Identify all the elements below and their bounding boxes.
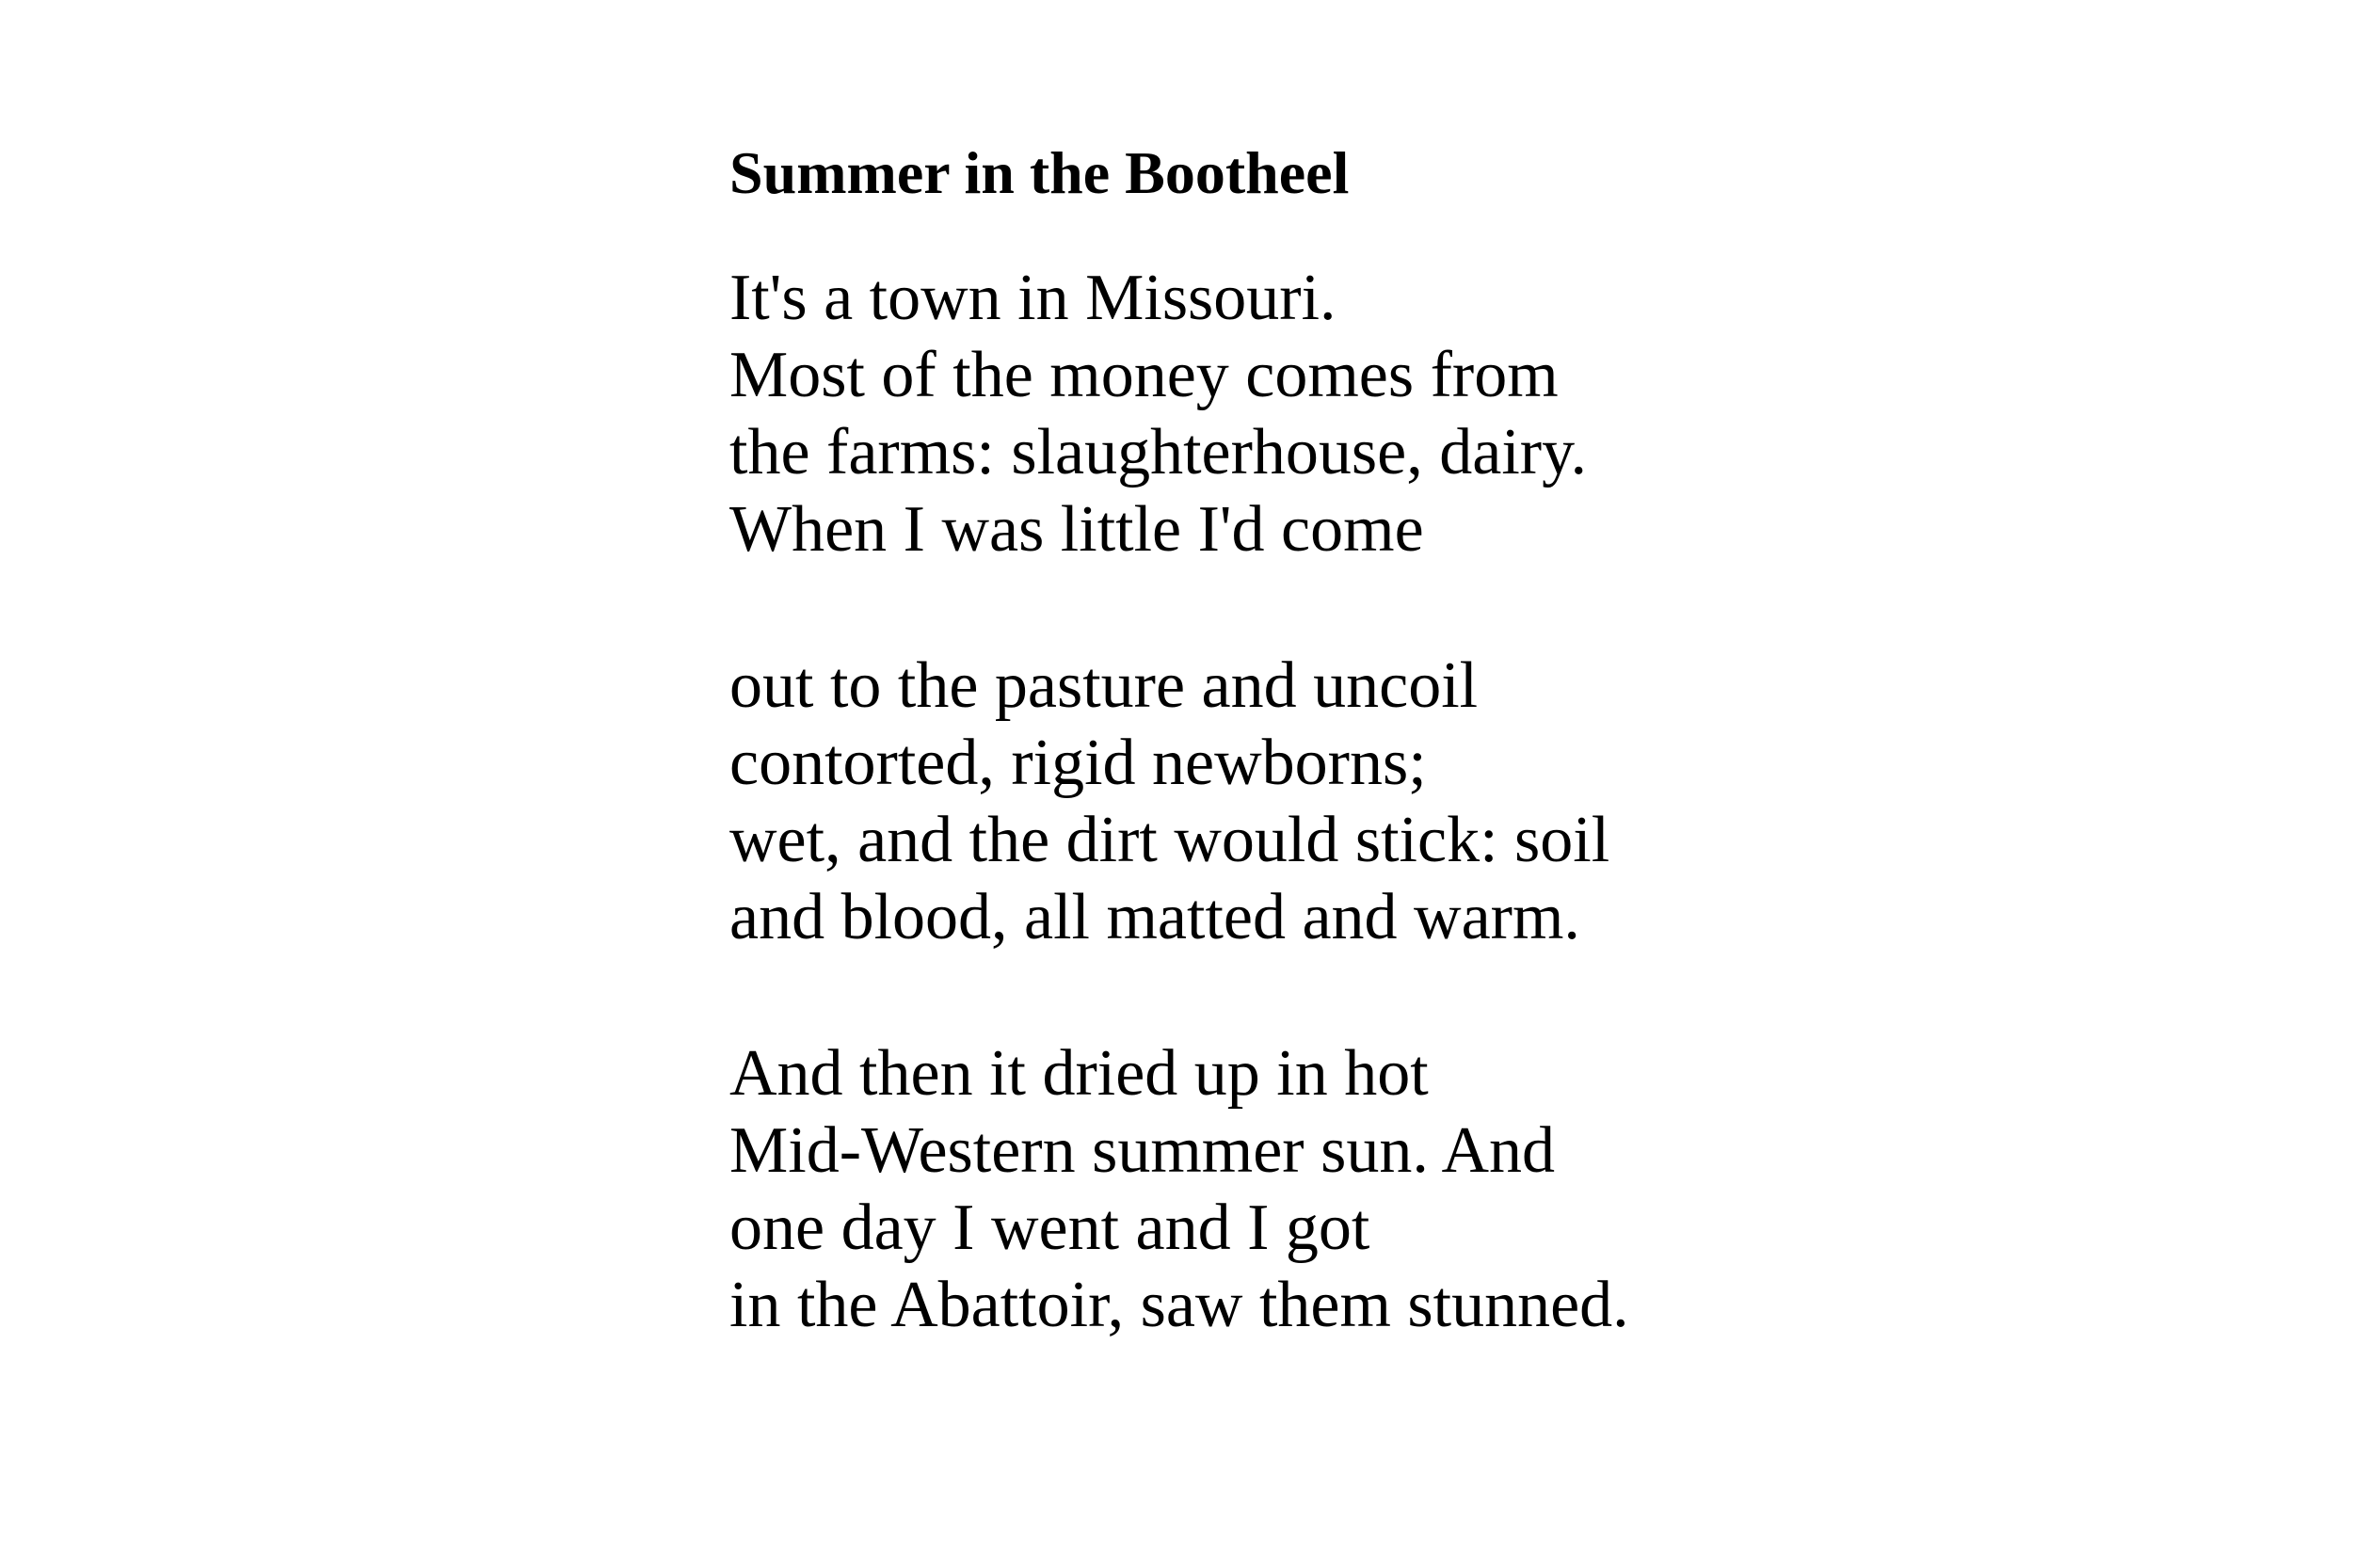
poem-line: When I was little I'd come [729, 493, 1424, 566]
poem-title: Summer in the Bootheel [729, 139, 1350, 206]
poem-line: and blood, all matted and warm. [729, 881, 1580, 953]
poem-line: Mid-Western summer sun. And [729, 1114, 1556, 1187]
poem-line: the farms: slaughterhouse, dairy. [729, 416, 1588, 488]
poem-line: And then it dried up in hot [729, 1037, 1429, 1110]
poem-line: wet, and the dirt would stick: soil [729, 804, 1610, 876]
stanza-2 [729, 648, 1859, 956]
poem-line: It's a town in Missouri. [729, 262, 1337, 334]
stanza-1 [729, 260, 1859, 568]
poem-line: in the Abattoir, saw them stunned. [729, 1269, 1629, 1341]
poem-line: Most of the money comes from [729, 339, 1559, 411]
poem-line: one day I went and I got [729, 1192, 1370, 1264]
poem-line: out to the pasture and uncoil [729, 649, 1479, 722]
poem-line: contorted, rigid newborns; [729, 727, 1427, 799]
stanza-3 [729, 1035, 1859, 1344]
poem [729, 132, 1859, 1423]
